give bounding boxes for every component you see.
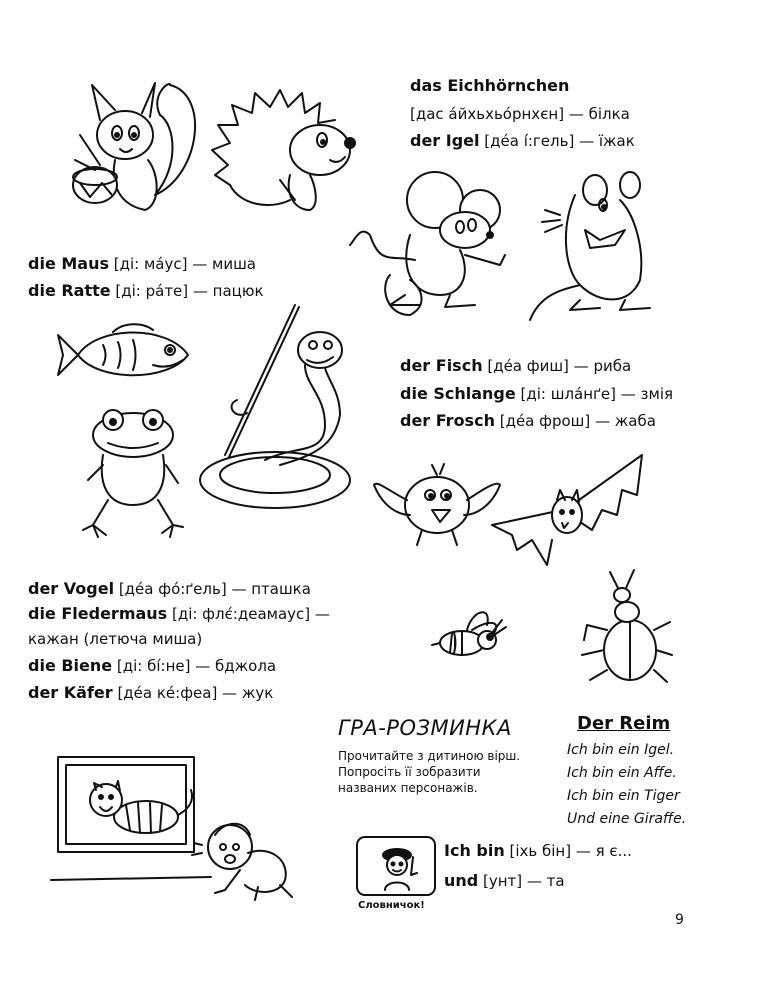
vocab-line: кажан (летюча миша) xyxy=(28,630,203,648)
rhyme-line: Und eine Giraffe. xyxy=(567,811,687,827)
vocab-line: der Vogel [дéа фó:ґель] — пташка xyxy=(28,579,311,598)
mouse-illustration xyxy=(350,165,520,320)
vocab-line: die Ratte [ді: рáте] — пацюк xyxy=(28,281,264,300)
framed-tiger-illustration xyxy=(56,755,216,860)
game-line: названих персонажів. xyxy=(338,781,478,795)
vocab-line: [дас а́йхьхьо́рнхєн] — білка xyxy=(410,105,630,123)
bird-illustration xyxy=(372,460,502,555)
vocab-line: der Frosch [дéа фрош] — жаба xyxy=(400,411,656,430)
rhyme-line: Ich bin ein Igel. xyxy=(567,742,675,758)
vocab-line: der Igel [дéа í:гель] — їжак xyxy=(410,131,635,150)
vocab-line: das Eichhörnchen xyxy=(410,76,570,95)
fish-illustration xyxy=(58,320,193,390)
snake-illustration xyxy=(195,305,365,515)
page-number: 9 xyxy=(675,912,684,928)
game-line: Прочитайте з дитиною вірш. xyxy=(338,749,521,763)
beetle-illustration xyxy=(582,570,672,685)
dictionary-box-icon xyxy=(355,835,437,897)
dictionary-caption: Словничок! xyxy=(358,900,425,911)
dictionary-entry: Ich bin [іхь бін] — я є... xyxy=(444,841,632,860)
rat-illustration xyxy=(540,170,680,330)
rhyme-title: Der Reim xyxy=(577,713,671,734)
dictionary-entry: und [унт] — та xyxy=(444,871,565,890)
squirrel-drum-illustration xyxy=(60,65,200,225)
vocab-line: die Fledermaus [ді: флє́:деамаус] — xyxy=(28,604,330,623)
hedgehog-illustration xyxy=(210,85,360,220)
game-instructions xyxy=(338,748,520,796)
child-crawling-illustration xyxy=(200,815,295,900)
frog-illustration xyxy=(78,405,188,540)
vocab-line: die Biene [ді: бí:не] — бджола xyxy=(28,656,277,675)
bee-illustration xyxy=(432,605,512,665)
vocab-line: die Schlange [ді: шлáнґе] — змія xyxy=(400,384,674,403)
bat-illustration xyxy=(492,455,652,565)
game-line: Попросіть її зобразити xyxy=(338,765,481,779)
game-title: ГРА-РОЗМИНКА xyxy=(338,716,512,740)
rhyme-line: Ich bin ein Affe. xyxy=(567,765,677,781)
vocab-line: der Fisch [дéа фиш] — риба xyxy=(400,356,632,375)
vocab-line: die Maus [ді: мáус] — миша xyxy=(28,254,256,273)
vocab-line: der Käfer [дéа кé:феа] — жук xyxy=(28,683,274,702)
rhyme-line: Ich bin ein Tiger xyxy=(567,788,680,804)
